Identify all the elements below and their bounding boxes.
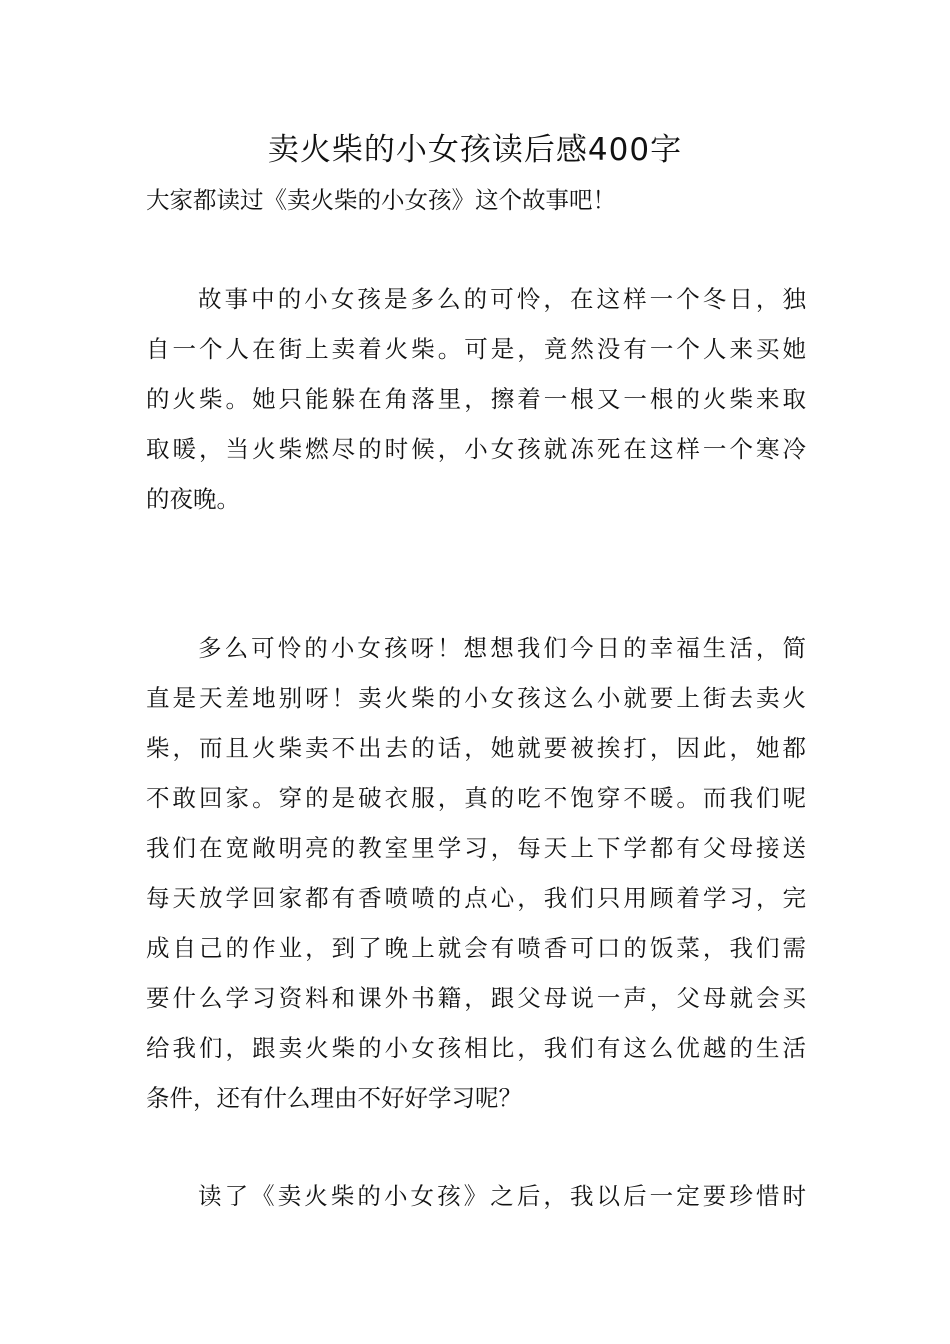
paragraph-line: 要什么学习资料和课外书籍，跟父母说一声，父母就会买 (146, 984, 806, 1012)
paragraph-line: 直是天差地别呀！卖火柴的小女孩这么小就要上街去卖火 (146, 684, 806, 712)
document-title: 卖火柴的小女孩读后感400字 (267, 132, 683, 168)
paragraph-line: 多么可怜的小女孩呀！想想我们今日的幸福生活，简 (198, 634, 806, 662)
paragraph-line: 自一个人在街上卖着火柴。可是，竟然没有一个人来买她 (146, 335, 806, 363)
paragraph-line: 柴，而且火柴卖不出去的话，她就要被挨打，因此，她都 (146, 734, 806, 762)
paragraph-line: 每天放学回家都有香喷喷的点心，我们只用顾着学习，完 (146, 884, 806, 912)
paragraph-line: 的夜晚。 (146, 485, 240, 513)
paragraph-line: 不敢回家。穿的是破衣服，真的吃不饱穿不暖。而我们呢 (146, 784, 806, 812)
paragraph-line: 成自己的作业，到了晚上就会有喷香可口的饭菜，我们需 (146, 934, 806, 962)
paragraph-line: 条件，还有什么理由不好好学习呢？ (146, 1084, 522, 1112)
paragraph-line: 的火柴。她只能躲在角落里，擦着一根又一根的火柴来取 (146, 385, 806, 413)
paragraph-3 (146, 1171, 806, 1221)
paragraph-1 (146, 274, 806, 524)
paragraph-line: 故事中的小女孩是多么的可怜，在这样一个冬日，独 (198, 285, 806, 313)
paragraph-line: 我们在宽敞明亮的教室里学习，每天上下学都有父母接送 (146, 834, 806, 862)
paragraph-2 (146, 623, 806, 1123)
paragraph-line: 取暖，当火柴燃尽的时候，小女孩就冻死在这样一个寒冷 (146, 435, 806, 463)
paragraph-line: 给我们，跟卖火柴的小女孩相比，我们有这么优越的生活 (146, 1034, 806, 1062)
paragraph-line: 读了《卖火柴的小女孩》之后，我以后一定要珍惜时 (198, 1182, 806, 1210)
intro-line: 大家都读过《卖火柴的小女孩》这个故事吧！ (146, 186, 616, 214)
